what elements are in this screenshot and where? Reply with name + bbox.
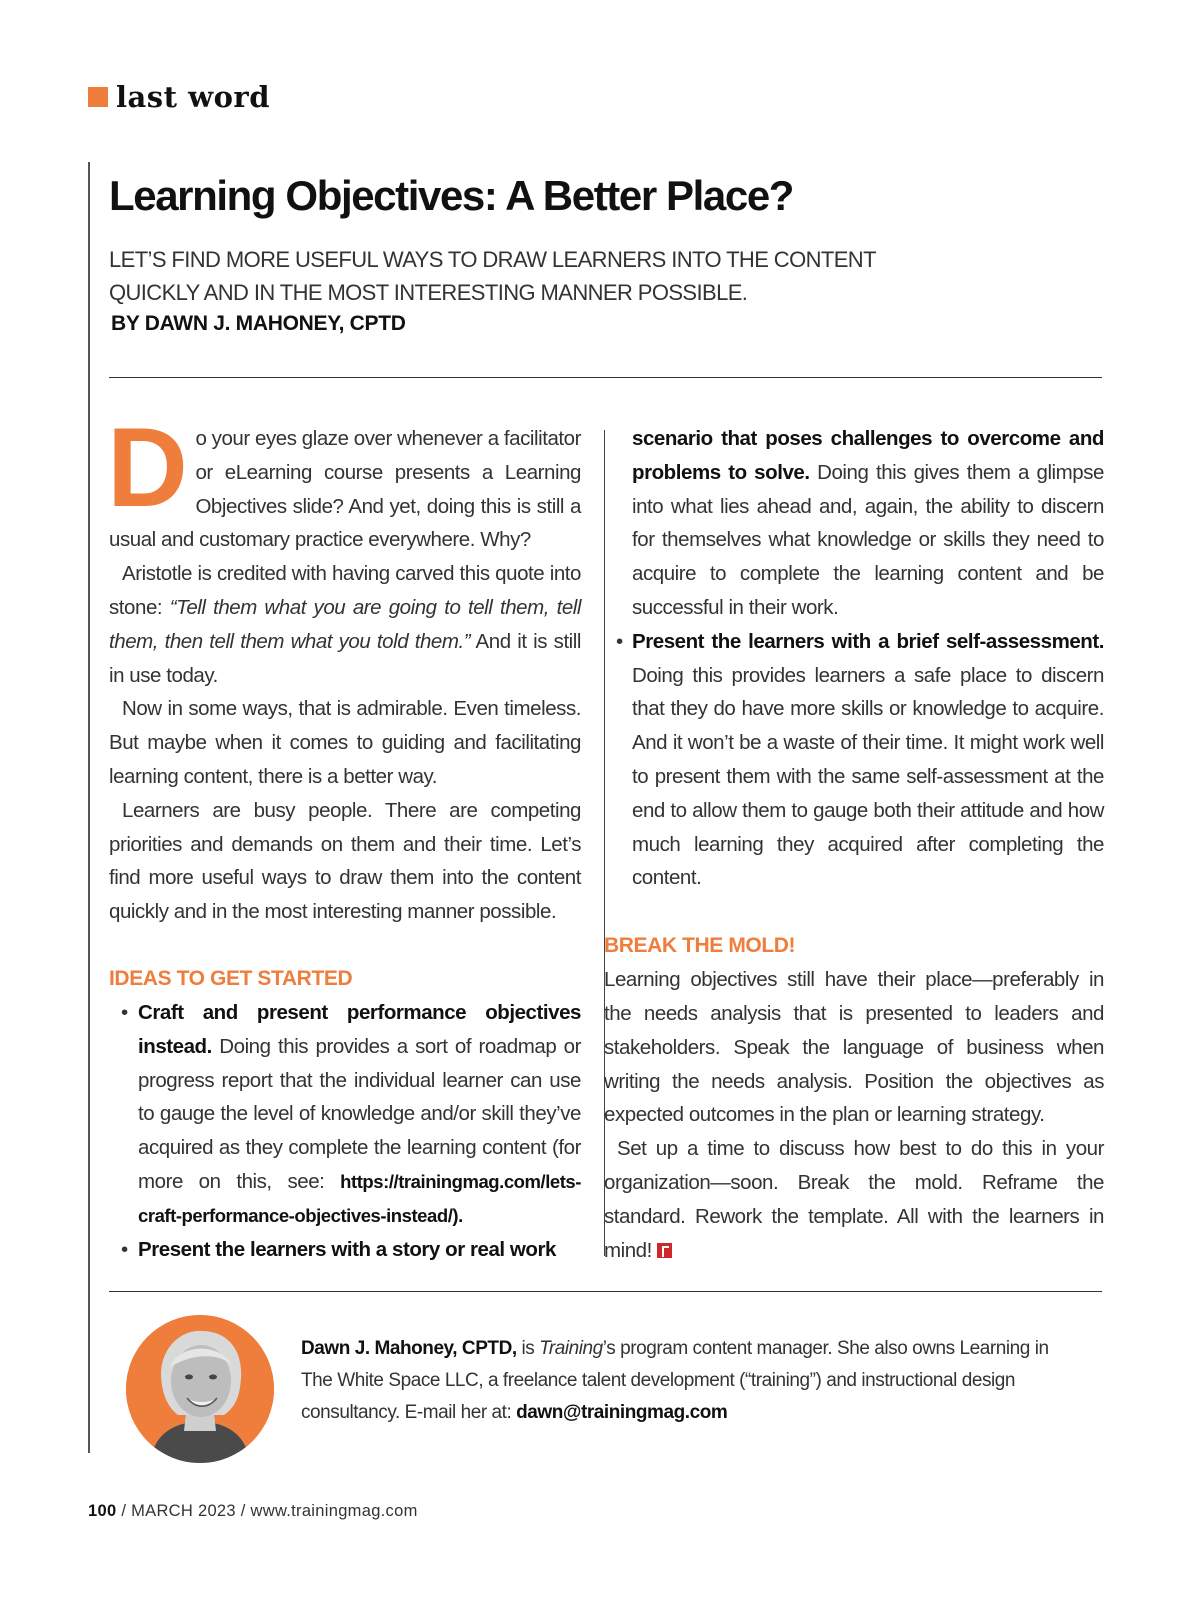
author-bio: [301, 1333, 1081, 1429]
p2-end: And it is still in use today.: [109, 629, 581, 687]
dek-line-1: LET’S FIND MORE USEFUL WAYS TO DRAW LEARNERS INTO THE CONTENT: [109, 247, 876, 272]
bullet2-lead-part1: Present the learners with a story or real work: [138, 1237, 556, 1261]
bullet2-continuation: [632, 422, 1104, 625]
bullet2-lead-part2: scenario that poses challenges to overcome and problems to solve.: [632, 427, 1104, 484]
aristotle-quote: “Tell them what you are going to tell them, tell them, then tell them what you told them.”: [109, 595, 582, 653]
bullet3-text: Doing this provides learners a safe place to discern that they do have more skills or knowledge to acquire. And it won’t be a waste of their time. It might work well to present them with the same self-assessment at the end to allow them to gauge both their attitude and how much learning they acquired after completing the content.: [632, 663, 1104, 890]
list-item: • Craft and present performance objectives instead. Doing this provides a sort of roadmap or progress report that the individual learner can use to gauge the level of knowledge and/or skill they’ve acquired as they complete the learning content (for more on this, see: https://trainingmag.com/lets-craft-performance-objectives-instead/).: [121, 1000, 581, 1226]
list-item: • Present the learners with a brief self-assessment. Doing this provides learners a safe place to discern that they do have more skills or knowledge to acquire. And it won’t be a waste of their time. It might work well to present them with the same self-assessment at the end to allow them to gauge both their attitude and how much learning they acquired after completing the content.: [616, 629, 1104, 890]
bottom-divider: [109, 1291, 1102, 1292]
bio-publication: Training: [539, 1338, 603, 1359]
dek-line-2: QUICKLY AND IN THE MOST INTERESTING MANNER POSSIBLE.: [109, 280, 748, 305]
article-dek: [109, 243, 909, 309]
left-vertical-rule: [88, 162, 90, 1453]
aristotle-paragraph: [109, 557, 581, 692]
intro-paragraph: [107, 405, 581, 557]
author-email-link[interactable]: dawn@trainingmag.com: [516, 1402, 728, 1423]
paragraph-6: [604, 1132, 1104, 1267]
right-column: [604, 422, 1104, 1267]
bullet1-text: Doing this provides a sort of roadmap or progress report that the individual learner can use to gauge the level of knowledge and/or skill they’ve acquired as they complete the learning content (for more on this, see:: [138, 1034, 581, 1193]
paragraph-3: Now in some ways, that is admirable. Even timeless. But maybe when it comes to guiding and facilitating learning content, there is a better way.: [109, 697, 581, 788]
page-footer: [88, 1502, 418, 1521]
p6-text: Set up a time to discuss how best to do this in your organization—soon. Break the mold. Reframe the standard. Rework the template. All with the learners in mind!: [604, 1137, 1104, 1262]
ideas-list: [109, 996, 581, 1266]
top-divider: [109, 377, 1102, 378]
paragraph-4: Learners are busy people. There are competing priorities and demands on them and their time. Let’s find more useful ways to draw them into the content quickly and in the most interesting manner possible.: [109, 798, 581, 924]
article-link[interactable]: https://trainingmag.com/lets-craft-performance-objectives-instead/).: [138, 1170, 581, 1226]
bio-name: Dawn J. Mahoney, CPTD,: [301, 1338, 517, 1359]
byline: BY DAWN J. MAHONEY, CPTD: [111, 312, 406, 335]
paragraph-5: Learning objectives still have their place—preferably in the needs analysis that is presented to leaders and stakeholders. Speak the language of business when writing the needs analysis. Position the objectives as expected outcomes in the plan or learning strategy.: [604, 968, 1104, 1127]
article-title: Learning Objectives: A Better Place?: [109, 172, 794, 219]
author-photo: [126, 1315, 274, 1463]
break-the-mold-body: [604, 963, 1104, 1267]
author-portrait-icon: [126, 1315, 274, 1463]
subhead-break-the-mold: BREAK THE MOLD!: [604, 934, 796, 958]
issue-info: / MARCH 2023 / www.trainingmag.com: [116, 1502, 418, 1520]
bullet3-lead: Present the learners with a brief self-assessment.: [632, 629, 1104, 653]
bullet1-lead: Craft and present performance objectives instead.: [138, 1000, 581, 1058]
bio-text-1: is: [516, 1338, 540, 1359]
p2-start: Aristotle is credited with having carved this quote into stone:: [109, 562, 581, 619]
training-logo-endmark-icon: [657, 1243, 672, 1258]
bio-text-2: ’s program content manager. She also owns Learning in The White Space LLC, a freelance talent development (“training”) and instructional design consultancy. E-mail her at:: [301, 1338, 1049, 1423]
bullet2-text: Doing this gives them a glimpse into what lies ahead and, again, the ability to discern for themselves what knowledge or skills they need to acquire to complete the learning content and be successful in their work.: [632, 460, 1104, 619]
section-tag-label: last word: [116, 80, 270, 114]
list-item: • Present the learners with a story or real work: [121, 1237, 556, 1261]
section-tag: [88, 80, 270, 114]
page-number: 100: [88, 1502, 117, 1520]
intro-text: o your eyes glaze over whenever a facilitator or eLearning course presents a Learning Objectives slide? And yet, doing this is still a usual and customary practice everywhere. Why?: [109, 427, 581, 552]
subhead-ideas: IDEAS TO GET STARTED: [109, 966, 353, 990]
orange-square-icon: [88, 87, 108, 107]
drop-cap: D: [107, 405, 188, 530]
left-column: [107, 405, 582, 1266]
ideas-list-continued: [603, 625, 1104, 895]
